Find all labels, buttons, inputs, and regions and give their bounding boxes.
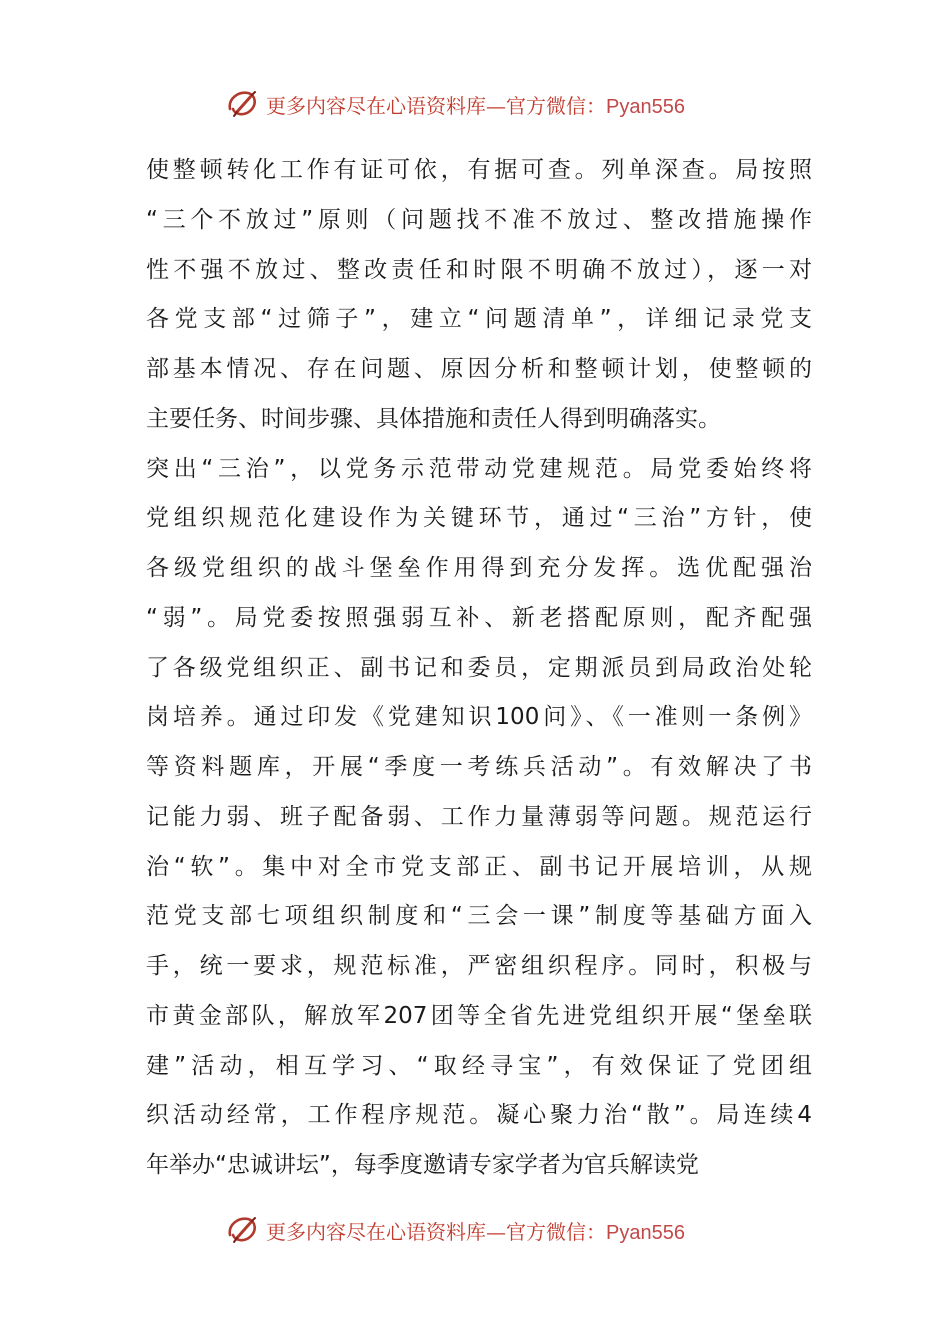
text-line: 使整顿转化工作有证可依，有据可查。列单深查。局按照	[146, 157, 812, 183]
header-banner-text: 更多内容尽在心语资料库—官方微信：Pyan556	[266, 93, 685, 118]
text-line: 部基本情况、存在问题、原因分析和整顿计划，使整顿的	[146, 356, 812, 382]
footer-banner	[226, 1210, 685, 1250]
text-line: 突出“三治”，以党务示范带动党建规范。局党委始终将	[146, 455, 812, 482]
footer-banner-text: 更多内容尽在心语资料库—官方微信：Pyan556	[266, 1219, 685, 1244]
text-line: 岗培养。通过印发《党建知识100问》、《一准则一条例》	[146, 704, 812, 731]
text-line: 市黄金部队，解放军207团等全省先进党组织开展“堡垒联	[146, 1002, 812, 1029]
text-line: “弱”。局党委按照强弱互补、新老搭配原则，配齐配强	[146, 604, 812, 631]
text-line: 建”活动，相互学习、“取经寻宝”，有效保证了党团组	[146, 1052, 812, 1079]
text-line: 主要任务、时间步骤、具体措施和责任人得到明确落实。	[146, 405, 721, 432]
text-line: 手，统一要求，规范标准，严密组织程序。同时，积极与	[146, 953, 812, 979]
text-line: 各级党组织的战斗堡垒作用得到充分发挥。选优配强治	[146, 555, 812, 581]
text-line: 治“软”。集中对全市党支部正、副书记开展培训，从规	[146, 853, 812, 880]
text-line: 党组织规范化建设作为关键环节，通过“三治”方针，使	[146, 505, 812, 532]
text-line: 性不强不放过、整改责任和时限不明确不放过），逐一对	[146, 256, 812, 283]
text-line: 等资料题库，开展“季度一考练兵活动”。有效解决了书	[146, 754, 812, 780]
text-line: 年举办“忠诚讲坛”，每季度邀请专家学者为官兵解读党	[146, 1152, 699, 1178]
text-line: “三个不放过”原则（问题找不准不放过、整改措施操作	[146, 206, 812, 233]
text-line: 织活动经常，工作程序规范。凝心聚力治“散”。局连续4	[146, 1102, 812, 1129]
text-line: 了各级党组织正、副书记和委员，定期派员到局政治处轮	[146, 654, 812, 681]
pen-swirl-logo-icon	[226, 1213, 260, 1247]
footer-wechat-handle: Pyan556	[606, 1221, 685, 1244]
header-wechat-handle: Pyan556	[606, 95, 685, 118]
text-line: 记能力弱、班子配备弱、工作力量薄弱等问题。规范运行	[146, 803, 812, 830]
text-line: 各党支部“过筛子”，建立“问题清单”，详细记录党支	[146, 306, 812, 333]
text-line: 范党支部七项组织制度和“三会一课”制度等基础方面入	[146, 903, 812, 930]
pen-swirl-logo-icon	[226, 87, 260, 121]
header-banner	[226, 84, 685, 124]
body-text	[146, 146, 812, 1191]
